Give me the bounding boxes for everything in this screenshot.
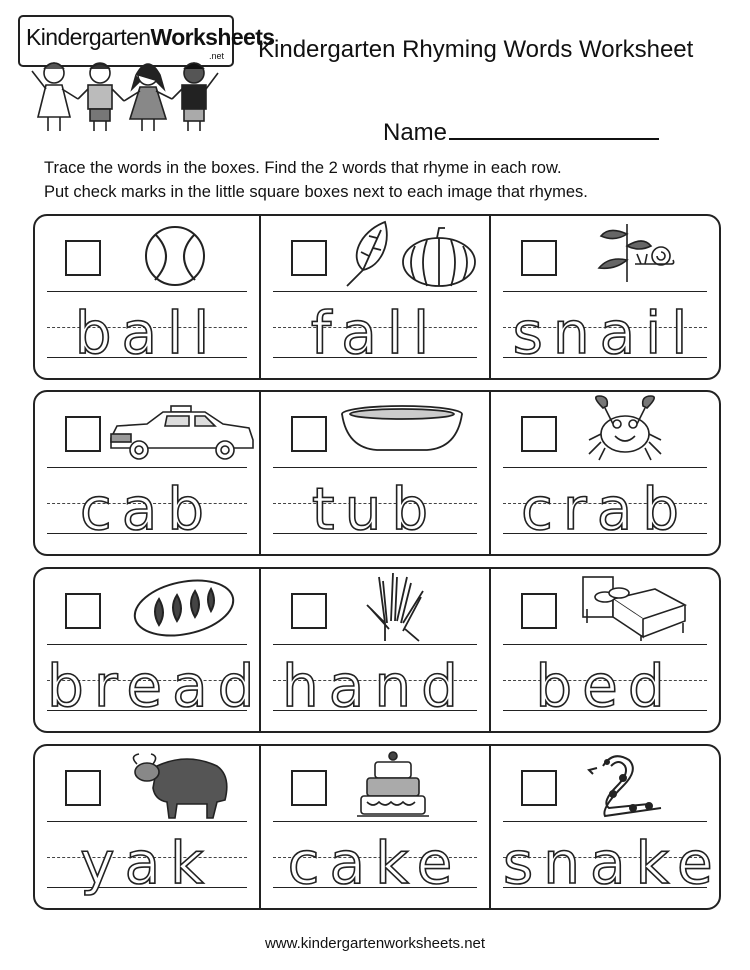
trace-word[interactable]: ball bbox=[74, 299, 220, 367]
word-cell-tub bbox=[261, 392, 489, 554]
hand-icon bbox=[361, 571, 431, 643]
word-cell-ball bbox=[35, 216, 259, 378]
word-cell-fall bbox=[261, 216, 489, 378]
tracing-lines bbox=[273, 821, 477, 901]
crab-icon bbox=[583, 394, 667, 466]
rhyme-checkbox[interactable] bbox=[521, 416, 557, 452]
tub-bowl-icon bbox=[337, 402, 467, 456]
rhyme-row-3 bbox=[33, 567, 721, 733]
trace-word[interactable]: bread bbox=[47, 652, 265, 720]
word-cell-yak bbox=[35, 746, 259, 908]
tracing-lines bbox=[273, 467, 477, 547]
rhyme-checkbox[interactable] bbox=[291, 416, 327, 452]
leaf-and-pumpkin-icon bbox=[341, 218, 481, 290]
trace-word[interactable]: cab bbox=[79, 475, 215, 543]
logo-wordmark: KindergartenWorksheets bbox=[26, 24, 275, 50]
word-cell-snake bbox=[491, 746, 723, 908]
word-cell-hand bbox=[261, 569, 489, 731]
word-cell-snail bbox=[491, 216, 719, 378]
rhyme-checkbox[interactable] bbox=[291, 770, 327, 806]
name-label: Name bbox=[383, 119, 448, 146]
tracing-lines bbox=[47, 644, 265, 724]
name-blank[interactable] bbox=[449, 116, 659, 140]
snake-icon bbox=[583, 750, 673, 820]
bread-loaf-icon bbox=[129, 575, 239, 641]
site-logo bbox=[18, 15, 275, 133]
rhyme-checkbox[interactable] bbox=[521, 240, 557, 276]
instruction-line: Trace the words in the boxes. Find the 2 words that rhyme in each row. bbox=[44, 159, 562, 177]
yak-icon bbox=[127, 752, 231, 822]
tracing-lines bbox=[503, 467, 707, 547]
word-cell-bread bbox=[35, 569, 265, 731]
trace-word[interactable]: bed bbox=[535, 652, 675, 720]
tracing-lines bbox=[503, 291, 707, 371]
bed-icon bbox=[579, 575, 689, 641]
trace-word[interactable]: fall bbox=[310, 299, 440, 367]
trace-word[interactable]: crab bbox=[520, 475, 690, 543]
rhyme-row-2 bbox=[33, 390, 721, 556]
word-cell-cake bbox=[261, 746, 489, 908]
rhyme-checkbox[interactable] bbox=[65, 240, 101, 276]
trace-word[interactable]: snake bbox=[503, 829, 723, 897]
tracing-lines bbox=[273, 291, 477, 371]
rhyme-checkbox[interactable] bbox=[521, 593, 557, 629]
snail-on-plant-icon bbox=[591, 220, 681, 284]
footer-url[interactable]: www.kindergartenworksheets.net bbox=[264, 935, 486, 952]
tennis-ball-icon bbox=[135, 224, 215, 288]
trace-word[interactable]: tub bbox=[311, 475, 439, 543]
tracing-lines bbox=[47, 467, 247, 547]
rhyme-checkbox[interactable] bbox=[65, 416, 101, 452]
instruction-line: Put check marks in the little square boxes next to each image that rhymes. bbox=[44, 183, 588, 201]
word-cell-cab bbox=[35, 392, 259, 554]
tracing-lines bbox=[503, 644, 707, 724]
layer-cake-icon bbox=[353, 750, 433, 822]
rhyme-checkbox[interactable] bbox=[65, 593, 101, 629]
name-field[interactable] bbox=[383, 116, 659, 147]
worksheet-title: Kindergarten Rhyming Words Worksheet bbox=[258, 36, 694, 63]
rhyme-row-1 bbox=[33, 214, 721, 380]
logo-tld: .net bbox=[208, 51, 224, 61]
word-cell-crab bbox=[491, 392, 719, 554]
trace-word[interactable]: hand bbox=[282, 652, 468, 720]
trace-word[interactable]: snail bbox=[512, 299, 698, 367]
tracing-lines bbox=[503, 821, 723, 901]
word-cell-bed bbox=[491, 569, 719, 731]
children-holding-hands-icon bbox=[26, 59, 226, 135]
tracing-lines bbox=[273, 644, 477, 724]
trace-word[interactable]: cake bbox=[287, 829, 463, 897]
instructions bbox=[44, 156, 588, 204]
tracing-lines bbox=[47, 291, 247, 371]
tracing-lines bbox=[47, 821, 247, 901]
rhyme-checkbox[interactable] bbox=[65, 770, 101, 806]
rhyme-checkbox[interactable] bbox=[521, 770, 557, 806]
trace-word[interactable]: yak bbox=[80, 829, 214, 897]
rhyme-checkbox[interactable] bbox=[291, 593, 327, 629]
taxi-cab-icon bbox=[107, 404, 257, 462]
rhyme-row-4 bbox=[33, 744, 721, 910]
rhyme-checkbox[interactable] bbox=[291, 240, 327, 276]
